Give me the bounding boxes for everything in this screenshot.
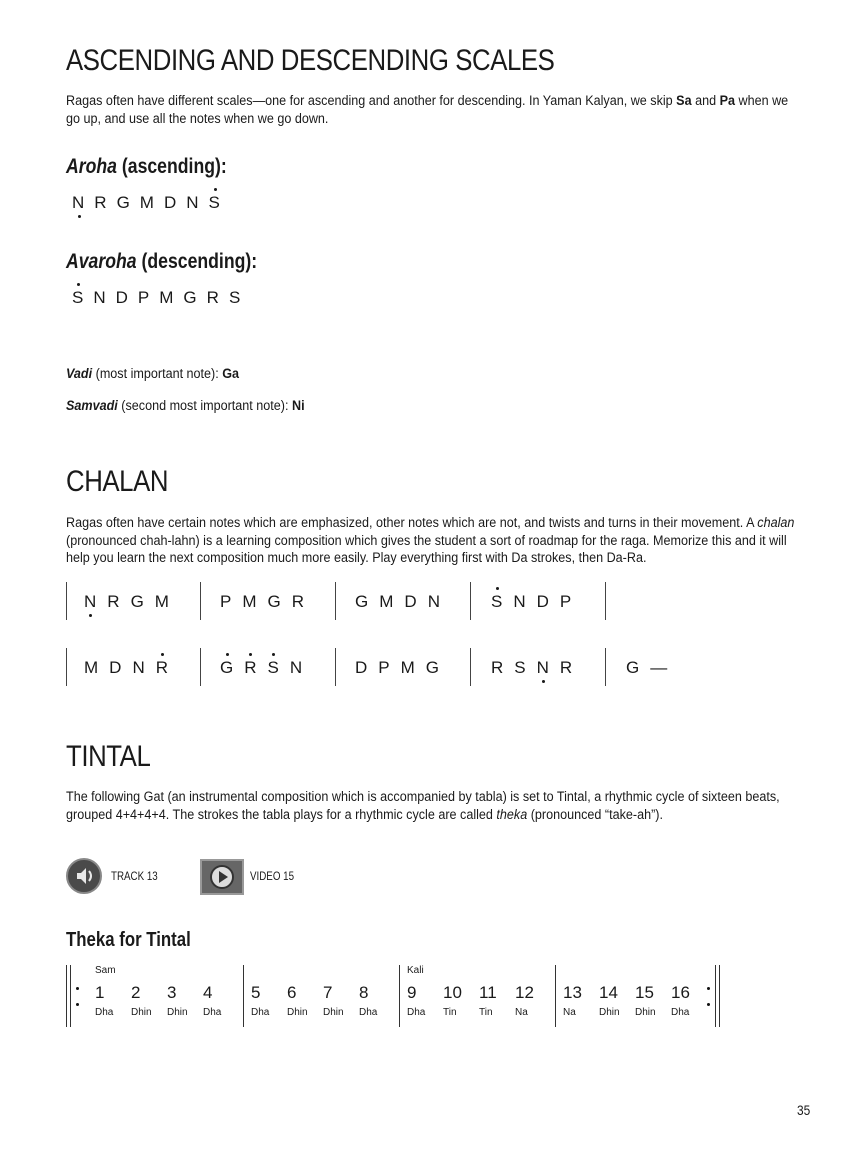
chalan-note: G: [425, 658, 441, 677]
chalan-note: D: [404, 592, 418, 611]
beat-number: 14: [599, 983, 618, 1002]
chalan-row-2: [66, 648, 686, 686]
bol: Dhin: [167, 1007, 188, 1018]
chalan-note: S: [514, 658, 527, 677]
beat-number: 9: [407, 983, 417, 1002]
beat-number: 6: [287, 983, 297, 1002]
chalan-note: D: [109, 658, 123, 677]
chalan-note: R: [155, 658, 170, 677]
avaroha-heading: [66, 250, 257, 274]
barline: [66, 582, 67, 620]
aroha-note: R: [94, 193, 109, 212]
samvadi-line: [66, 398, 305, 413]
play-icon[interactable]: [200, 859, 244, 895]
avaroha-note: S: [228, 288, 243, 307]
chalan-note: G: [130, 592, 145, 611]
avaroha-note: R: [206, 288, 221, 307]
barline: [470, 582, 471, 620]
chalan-measure: [355, 592, 451, 612]
vadi-rest: (most important note):: [92, 366, 223, 381]
chalan-note: G: [626, 658, 641, 677]
samvadi-value: Ni: [291, 398, 305, 413]
barline: [66, 648, 67, 686]
barline: [470, 648, 471, 686]
aroha-notes: [72, 193, 230, 213]
beat-number: 10: [443, 983, 462, 1002]
chalan-note: R: [291, 592, 306, 611]
bol: Dha: [407, 1007, 426, 1018]
vibhag-barline: [243, 965, 244, 1027]
repeat-dot: [76, 1003, 79, 1006]
beat-number: 3: [167, 983, 177, 1002]
bol: Dha: [251, 1007, 270, 1018]
bol: Dhin: [287, 1007, 308, 1018]
chalan-note: D: [536, 592, 550, 611]
scales-intro-and: and: [691, 93, 720, 108]
kali-marker: Kali: [407, 965, 424, 976]
avaroha-note: M: [159, 288, 176, 307]
bol: Dhin: [635, 1007, 656, 1018]
aroha-note: N: [72, 193, 87, 212]
chalan-heading: CHALAN: [66, 465, 169, 498]
vibhag-barline: [399, 965, 400, 1027]
aroha-note: D: [163, 193, 179, 212]
chalan-measure: [355, 658, 450, 678]
barline: [605, 648, 606, 686]
chalan-measure: [220, 658, 313, 678]
scales-heading: ASCENDING AND DESCENDING SCALES: [66, 44, 555, 77]
aroha-note: G: [116, 193, 132, 212]
chalan-note: R: [244, 658, 258, 677]
beat-number: 2: [131, 983, 141, 1002]
tintal-text-2: (pronounced “take-ah”).: [527, 806, 663, 822]
barline: [200, 582, 201, 620]
barline: [335, 648, 336, 686]
avaroha-note: P: [137, 288, 152, 307]
bol: Dha: [95, 1007, 114, 1018]
chalan-note: N: [513, 592, 527, 611]
double-barline: [66, 965, 67, 1027]
vibhag-barline: [555, 965, 556, 1027]
chalan-note: M: [379, 592, 395, 611]
bol: Dhin: [131, 1007, 152, 1018]
chalan-note: N: [84, 592, 98, 611]
bol: Tin: [443, 1007, 457, 1018]
double-barline: [715, 965, 716, 1027]
beat-number: 11: [479, 983, 497, 1002]
page-number: 35: [797, 1102, 811, 1118]
chalan-note: S: [267, 658, 280, 677]
tintal-text-1: The following Gat (an instrumental composition which is accompanied by tabla) is set to Tintal, a rhythmic cycle of sixteen beats, grouped 4+4+4+4. The strokes the tabla plays for a rhythmic cycle are called: [66, 789, 780, 822]
beat-number: 12: [515, 983, 534, 1002]
beat-number: 13: [563, 983, 582, 1002]
scales-intro-pa: Pa: [719, 93, 736, 108]
avaroha-note: D: [115, 288, 130, 307]
bol: Dha: [671, 1007, 690, 1018]
double-barline: [70, 965, 71, 1027]
scales-intro-sa: Sa: [676, 93, 692, 108]
bol: Dhin: [323, 1007, 344, 1018]
repeat-dot: [707, 1003, 710, 1006]
chalan-note: N: [536, 658, 550, 677]
chalan-note: D: [355, 658, 369, 677]
tintal-heading: TINTAL: [66, 740, 151, 773]
theka-notation: [66, 965, 722, 1027]
chalan-note: G: [220, 658, 235, 677]
aroha-note: S: [208, 193, 222, 212]
bol: Dhin: [599, 1007, 620, 1018]
scales-intro-text-2: when we go up, and use all the notes when we go down.: [66, 93, 789, 126]
chalan-measure: [491, 592, 582, 612]
aroha-rest: (ascending):: [116, 155, 227, 178]
chalan-note: N: [132, 658, 146, 677]
chalan-paragraph: [66, 514, 798, 567]
chalan-note: R: [491, 658, 505, 677]
chalan-text-2: (pronounced chah-lahn) is a learning composition which gives the student a sort of roadmap for the raga. Memorize this and it will help you learn the next composition much more easily. Play everything first with Da strokes, then Da-Ra.: [66, 532, 787, 565]
avaroha-notes: [72, 288, 250, 308]
scales-intro-text-1: Ragas often have different scales—one for ascending and another for descending. In Yaman Kalyan, we skip: [66, 93, 677, 108]
chalan-note: N: [289, 658, 304, 677]
chalan-measure: [220, 592, 315, 612]
chalan-note: G: [355, 592, 370, 611]
beat-number: 5: [251, 983, 261, 1002]
vadi-line: [66, 366, 239, 381]
chalan-measure: [491, 658, 583, 678]
chalan-text-1: Ragas often have certain notes which are emphasized, other notes which are not, and twists and turns in their movement. A: [66, 515, 758, 530]
beat-number: 1: [95, 983, 105, 1002]
bol: Na: [563, 1007, 576, 1018]
bol: Dha: [203, 1007, 222, 1018]
barline: [605, 582, 606, 620]
beat-number: 8: [359, 983, 369, 1002]
beat-number: 15: [635, 983, 654, 1002]
chalan-note: P: [378, 658, 391, 677]
samvadi-rest: (second most important note):: [117, 398, 292, 413]
chalan-note: R: [559, 658, 574, 677]
chalan-note: M: [154, 592, 170, 611]
bol: Dha: [359, 1007, 378, 1018]
aroha-note: M: [139, 193, 156, 212]
repeat-dot: [76, 987, 79, 990]
chalan-note: M: [242, 592, 258, 611]
aroha-note: N: [186, 193, 201, 212]
chalan-row-1: [66, 582, 606, 620]
avaroha-note: S: [72, 288, 86, 307]
barline: [200, 648, 201, 686]
chalan-note: S: [491, 592, 504, 611]
chalan-note: M: [84, 658, 100, 677]
samvadi-term: Samvadi: [66, 398, 118, 413]
chalan-note: N: [427, 592, 441, 611]
chalan-note: P: [559, 592, 573, 611]
chalan-term: chalan: [757, 515, 795, 530]
chalan-measure: [626, 658, 678, 678]
bol: Tin: [479, 1007, 493, 1018]
vadi-term: Vadi: [66, 366, 93, 381]
speaker-icon[interactable]: [66, 858, 102, 894]
double-barline: [719, 965, 720, 1027]
avaroha-term: Avaroha: [66, 250, 137, 273]
barline: [335, 582, 336, 620]
chalan-measure: [84, 658, 179, 678]
chalan-note: G: [267, 592, 282, 611]
avaroha-rest: (descending):: [136, 250, 258, 273]
chalan-note: P: [220, 592, 233, 611]
theka-heading: Theka for Tintal: [66, 929, 191, 951]
repeat-dot: [707, 987, 710, 990]
avaroha-note: N: [93, 288, 108, 307]
aroha-heading: [66, 155, 227, 179]
tintal-paragraph: [66, 788, 798, 823]
avaroha-note: G: [183, 288, 199, 307]
chalan-note: R: [107, 592, 121, 611]
tintal-term: theka: [496, 806, 528, 822]
vadi-value: Ga: [222, 366, 240, 381]
bol: Na: [515, 1007, 528, 1018]
video-label: VIDEO 15: [250, 871, 295, 883]
chalan-measure: [84, 592, 180, 612]
beat-number: 4: [203, 983, 213, 1002]
beat-number: 16: [671, 983, 690, 1002]
scales-intro: [66, 92, 798, 127]
aroha-term: Aroha: [66, 155, 117, 178]
sam-marker: Sam: [95, 965, 116, 976]
chalan-note: —: [650, 658, 669, 677]
chalan-note: M: [400, 658, 416, 677]
beat-number: 7: [323, 983, 333, 1002]
track-label: TRACK 13: [111, 871, 158, 883]
